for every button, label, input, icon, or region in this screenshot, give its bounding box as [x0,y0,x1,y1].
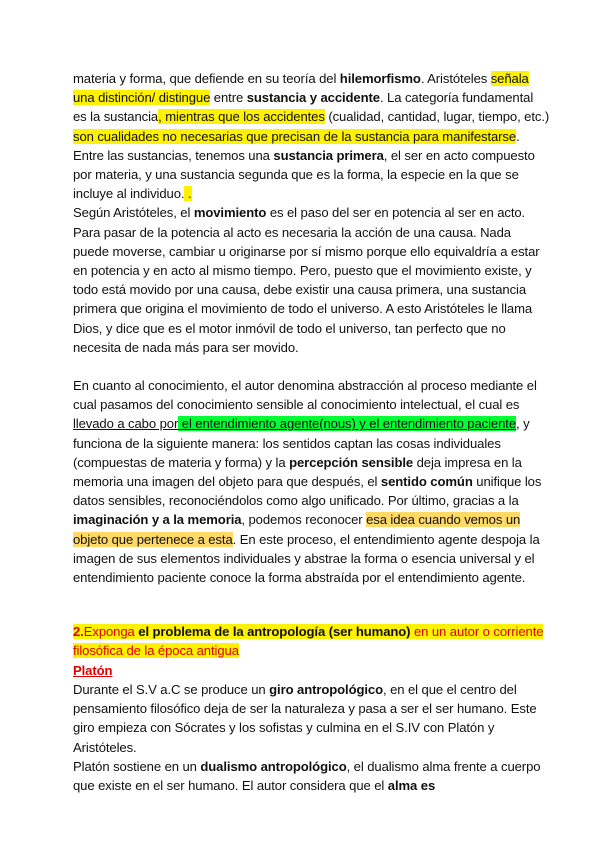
highlight-orange: esa idea cuando vemos un objeto que pertenece a esta [73,512,521,547]
question-number: 2. [73,624,84,640]
highlight: , mientras que los accidentes [158,109,325,125]
question-heading: 2.Exponga el problema de la antropología (ser humano) en un autor o corriente filosófica de la época antigua [73,624,544,659]
highlight-green: el entendimiento agente(nous) y el entendimiento paciente [178,416,516,432]
highlight: señala una distinción/ distingue [73,71,529,106]
term-movimiento: movimiento [193,205,267,221]
term-sustancia-primera: sustancia primera [273,147,384,163]
term-percepcion-sensible: percepción sensible [289,454,414,470]
term-giro-antropologico: giro antropológico [269,681,383,697]
paragraph-platon: Durante el S.V a.C se produce un giro antropológico, en el que el centro del pensamiento filosófico deja de ser la naturaleza y pasa a ser el ser humano. Este giro empieza con Sócrates y los sofistas y culmina en el S.IV con Platón y Aristóteles. Platón sostiene en un dualismo antropológico, el dualismo alma frente a cuerpo que existe en el ser humano. El autor considera que el alma es [73,681,541,793]
paragraph-hilemorfismo: materia y forma, que defiende en su teoría del hilemorfismo. Aristóteles señala una distinción/ distingue entre sustancia y accidente. La categoría fundamental es la sustancia, mientras que los accidentes (cualidad, cantidad, lugar, tiempo, etc.) son cualidades no necesarias que precisan de la sustancia para manifestarse. Entre las sustancias, tenemos una sustancia primera, el ser en acto compuesto por materia, y una sustancia segunda que es la forma, la especie en la que se incluye al individuo. . Según Aristóteles, el movimiento es el paso del ser en potencia al ser en acto. Para pasar de la potencia al acto es necesaria la acción de una causa. Nada puede moverse, cambiar u originarse por sí mismo porque ello equivaldría a estar en potencia y en acto al mismo tiempo. Pero, puesto que el movimiento existe, y todo está movido por una causa, debe existir una causa primera, una sustancia primera que origina el movimiento de todo el universo. A esto Aristóteles le llama Dios, y dice que es el motor inmóvil de todo el universo, tan perfecto que no necesita de nada más para ser movido. [73,71,550,355]
term-alma: alma es [387,777,436,793]
term-dualismo-antropologico: dualismo antropológico [200,758,347,774]
term-sentido-comun: sentido común [380,474,473,490]
section-heading-platon: Platón [73,662,113,678]
question-topic: el problema de la antropología (ser humano) [138,624,411,640]
paragraph-conocimiento: En cuanto al conocimiento, el autor denomina abstracción al proceso mediante el cual pasamos del conocimiento sensible al conocimiento intelectual, el cual es llevado a cabo por el entendimiento agente(nous) y el entendimiento paciente, y funciona de la siguiente manera: los sentidos captan las cosas individuales (compuestas de materia y forma) y la percepción sensible deja impresa en la memoria una imagen del objeto para que después, el sentido común unifique los datos sensibles, reconociéndolos como algo unificado. Por último, gracias a la imaginación y a la memoria, podemos reconocer esa idea cuando vemos un objeto que pertenece a esta. En este proceso, el entendimiento agente despoja la imagen de sus elementos individuales y abstrae la forma o esencia universal y el entendimiento paciente conoce la forma abstraída por el entendimiento agente. [73,378,542,586]
term-imaginacion-memoria: imaginación y a la memoria [73,512,242,528]
highlight: . [184,186,192,202]
term-sustancia-accidente: sustancia y accidente [246,90,380,106]
highlight: son cualidades no necesarias que precisan de la sustancia para manifestarse [73,128,517,144]
underlined-text: llevado a cabo por [73,416,179,432]
term-hilemorfismo: hilemorfismo [339,71,421,86]
